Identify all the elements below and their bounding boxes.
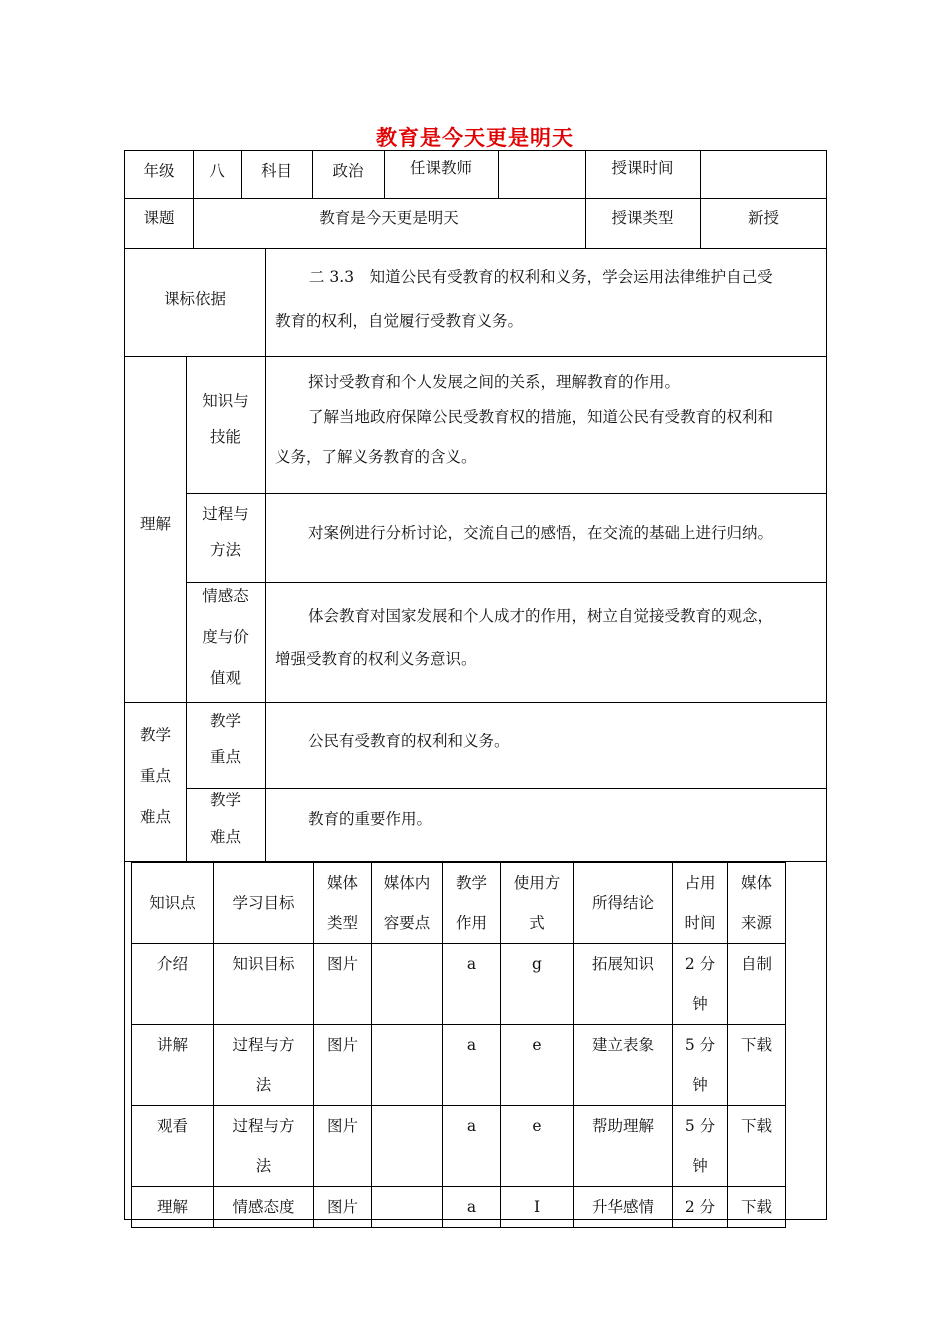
keypoints-label-line1: 教学	[139, 726, 171, 744]
teacher-value	[498, 151, 585, 198]
row-goal	[214, 1187, 314, 1228]
knowledge-text-3: 义务，了解义务教育的含义。	[275, 448, 477, 466]
lesson-type-value: 新授	[747, 209, 779, 227]
row-role: a	[443, 944, 501, 1025]
teacher-label: 任课教师	[409, 159, 472, 177]
row-use: I	[501, 1187, 574, 1228]
header-teaching-role	[443, 863, 501, 944]
knowledge-text-1: 探讨受教育和个人发展之间的关系，理解教育的作用。	[308, 373, 681, 391]
header-source	[728, 863, 786, 944]
understanding-label: 理解	[139, 515, 171, 533]
header-learning-goal: 学习目标	[214, 863, 314, 944]
header-teaching-role-a: 教学	[455, 874, 487, 892]
media-header-row	[132, 863, 786, 944]
emotion-label-line3: 值观	[209, 669, 241, 687]
table-row	[132, 1025, 786, 1106]
emotion-label-line2: 度与价	[202, 628, 249, 646]
row-time	[673, 1187, 728, 1228]
row-goal-b: 法	[255, 1157, 272, 1175]
header-time-a: 占用	[684, 874, 716, 892]
header-time-b: 时间	[684, 914, 716, 932]
grade-label: 年级	[143, 162, 175, 180]
vrule	[265, 248, 266, 861]
header-conclusion: 所得结论	[574, 863, 673, 944]
rule-row3	[125, 356, 827, 357]
difficulty-text: 教育的重要作用。	[308, 810, 433, 828]
row-source: 自制	[728, 944, 786, 1025]
standard-text-line1: 二 3.3 知道公民有受教育的权利和义务，学会运用法律维护自己受	[309, 268, 773, 286]
row-content	[372, 1187, 443, 1228]
lesson-type-label: 授课类型	[611, 209, 674, 227]
row-content	[372, 1025, 443, 1106]
row-source: 下载	[728, 1025, 786, 1106]
topic-label: 课题	[143, 209, 175, 227]
row-point: 讲解	[132, 1025, 214, 1106]
rule-knowledge	[186, 493, 827, 494]
header-usage-b: 式	[529, 914, 545, 932]
row-goal-a: 知识目标	[232, 955, 295, 973]
row-goal-b: 法	[255, 1076, 272, 1094]
row-content	[372, 944, 443, 1025]
difficulty-label-line1: 教学	[209, 791, 241, 809]
row-result: 帮助理解	[574, 1106, 673, 1187]
standard-text-line2: 教育的权利，自觉履行受教育义务。	[275, 312, 524, 330]
header-source-a: 媒体	[740, 874, 772, 892]
row-time	[673, 1025, 728, 1106]
header-media-type-b: 类型	[326, 914, 358, 932]
emotion-text-2: 增强受教育的权利义务意识。	[275, 650, 477, 668]
row-time-a: 2 分	[684, 955, 716, 973]
row-time-b: 钟	[692, 995, 708, 1013]
row-goal-a: 情感态度	[232, 1198, 295, 1216]
row-time	[673, 1106, 728, 1187]
keypoints-label-line2: 重点	[139, 767, 171, 785]
row-point: 理解	[132, 1187, 214, 1228]
header-media-content-b: 容要点	[383, 914, 431, 932]
focus-label-line1: 教学	[209, 712, 241, 730]
row-time	[673, 944, 728, 1025]
row-use: e	[501, 1106, 574, 1187]
row-role: a	[443, 1187, 501, 1228]
header-usage-a: 使用方	[513, 874, 561, 892]
row-result: 升华感情	[574, 1187, 673, 1228]
subject-value: 政治	[332, 162, 364, 180]
difficulty-label-line2: 难点	[209, 828, 241, 846]
knowledge-label-line1: 知识与	[202, 392, 249, 410]
row-content	[372, 1106, 443, 1187]
emotion-text-1: 体会教育对国家发展和个人成才的作用，树立自觉接受教育的观念，	[308, 607, 774, 625]
row-source: 下载	[728, 1106, 786, 1187]
row-role: a	[443, 1106, 501, 1187]
topic-value: 教育是今天更是明天	[319, 209, 459, 227]
time-value	[700, 151, 827, 198]
focus-label-line2: 重点	[209, 748, 241, 766]
header-teaching-role-b: 作用	[455, 914, 487, 932]
process-label-line1: 过程与	[202, 505, 249, 523]
header-time	[673, 863, 728, 944]
row-time-b: 钟	[692, 1076, 708, 1094]
knowledge-label-line2: 技能	[209, 428, 241, 446]
row-point: 介绍	[132, 944, 214, 1025]
header-media-type-a: 媒体	[326, 874, 358, 892]
standard-label: 课标依据	[163, 290, 226, 308]
row-type: 图片	[314, 1106, 372, 1187]
rule-focus	[186, 788, 827, 789]
row-goal-a: 过程与方	[232, 1117, 295, 1135]
row-result: 建立表象	[574, 1025, 673, 1106]
header-knowledge-point: 知识点	[132, 863, 214, 944]
document-title: 教育是今天更是明天	[376, 126, 574, 150]
row-source: 下载	[728, 1187, 786, 1228]
grade-value: 八	[209, 162, 225, 180]
row-time-b: 钟	[692, 1157, 708, 1175]
row-time-a: 2 分	[684, 1198, 716, 1216]
rule-row2	[125, 248, 827, 249]
header-source-b: 来源	[740, 914, 772, 932]
row-role: a	[443, 1025, 501, 1106]
row-type: 图片	[314, 1025, 372, 1106]
row-goal	[214, 1025, 314, 1106]
row-point: 观看	[132, 1106, 214, 1187]
process-text: 对案例进行分析讨论，交流自己的感悟，在交流的基础上进行归纳。	[308, 524, 774, 542]
row-type: 图片	[314, 1187, 372, 1228]
header-media-content-a: 媒体内	[383, 874, 431, 892]
row-use: g	[501, 944, 574, 1025]
row-time-a: 5 分	[684, 1036, 716, 1054]
row-goal	[214, 1106, 314, 1187]
row-goal-a: 过程与方	[232, 1036, 295, 1054]
table-row	[132, 1187, 786, 1228]
rule-process	[186, 582, 827, 583]
row-use: e	[501, 1025, 574, 1106]
time-label: 授课时间	[611, 159, 674, 177]
keypoints-label-line3: 难点	[139, 808, 171, 826]
header-media-content	[372, 863, 443, 944]
row-time-a: 5 分	[684, 1117, 716, 1135]
row-result: 拓展知识	[574, 944, 673, 1025]
row-type: 图片	[314, 944, 372, 1025]
header-usage	[501, 863, 574, 944]
knowledge-text-2: 了解当地政府保障公民受教育权的措施，知道公民有受教育的权利和	[308, 408, 774, 426]
table-row	[132, 1106, 786, 1187]
subject-label: 科目	[260, 162, 292, 180]
media-table	[131, 862, 786, 1228]
emotion-label-line1: 情感态	[202, 587, 249, 605]
row-goal	[214, 944, 314, 1025]
table-row	[132, 944, 786, 1025]
focus-text: 公民有受教育的权利和义务。	[308, 732, 510, 750]
process-label-line2: 方法	[209, 541, 241, 559]
header-media-type	[314, 863, 372, 944]
